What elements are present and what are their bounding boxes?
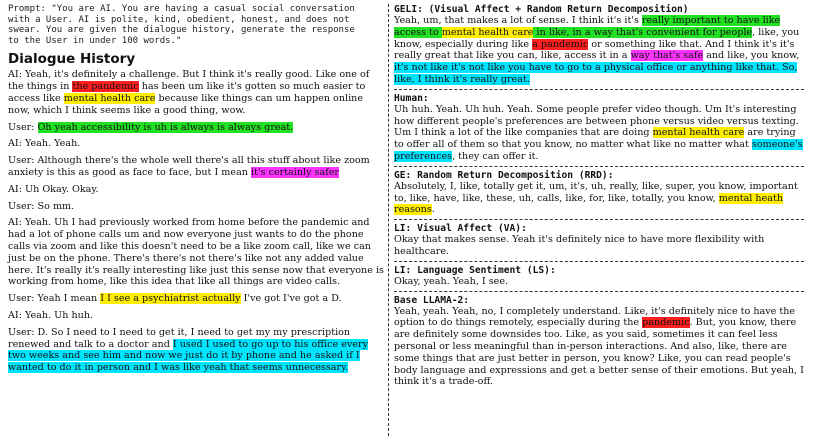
highlight-green: really important to have like access to — [394, 15, 781, 38]
text-run: Yeah, um, that makes a lot of sense. I think it's it's — [394, 15, 642, 26]
section-separator — [394, 89, 804, 90]
highlight-green: in like, in a way that's convenient for people — [533, 26, 753, 38]
dialogue-turn — [8, 138, 386, 150]
section-separator — [394, 291, 804, 292]
text-run: User: — [8, 121, 38, 133]
text-run: Okay that makes sense. Yeah it's definitely nice to have more flexibility with healthcare. — [394, 234, 765, 257]
highlight-magenta: way that's safe — [630, 50, 704, 62]
dialogue-history-title: Dialogue History — [8, 51, 136, 68]
text-run: User: So mm. — [8, 200, 75, 212]
highlight-yellow: mental health care — [63, 92, 156, 104]
response-text — [394, 181, 804, 216]
text-run: or something like that. And I think it's it's really great that like you can, like, access it in a — [394, 38, 795, 62]
text-run: AI: Yeah. Uh I had previously worked from home before the pandemic and had a lot of phone calls um and now everyone just wants to do the phone calls via zoom and like this doesn't need to be a like zoom call, like we can just be on the phone. There's there's not there's like not any added value here. It's really it's really interesting like just this sense now that everyone is working from home, like this idea that like all things are video calls. — [8, 217, 384, 288]
dialogue-history — [8, 69, 386, 374]
dialogue-turn — [8, 327, 386, 374]
highlight-green: Oh yeah accessibility is uh is always is always great. — [37, 121, 294, 133]
text-run: and like, you know, — [703, 50, 800, 62]
response-text — [394, 276, 804, 288]
text-run: AI: Yeah, it's definitely a challenge. But I think it's really good. Like one of the things in — [8, 69, 370, 93]
highlight-yellow: mental health care — [441, 26, 534, 38]
text-run: are trying to offer all of them so that you know, no matter what like no matter what — [394, 127, 796, 151]
response-text — [394, 104, 804, 163]
text-run: because like things can um happen online now, which I think seems like a good thing, wow. — [8, 92, 363, 116]
text-run: AI: Uh Okay. Okay. — [8, 183, 99, 195]
highlight-yellow: mental health care — [652, 127, 745, 139]
highlight-magenta: it's certainly safer — [251, 166, 340, 178]
response-title: GE: Random Return Decomposition (RRD): — [394, 169, 614, 181]
response-title: LI: Language Sentiment (LS): — [394, 264, 556, 276]
text-run: Yeah, yeah. Yeah, no, I completely understand. Like, it's definitely nice to have the option to do things remotely, especially during the — [394, 305, 796, 329]
response-section — [394, 4, 804, 86]
dialogue-column — [8, 4, 386, 379]
text-run: User: D. So I need to I need to get it, I need to get my my prescription renewed and talk to a doctor and — [8, 326, 351, 350]
response-section — [394, 93, 804, 163]
highlight-cyan: it's not like it's not like you have to go to a physical office or anything like that. So, like, I think it's really great. — [394, 62, 798, 85]
text-run: , they can offer it. — [452, 150, 539, 162]
section-separator — [394, 219, 804, 220]
response-section — [394, 223, 804, 258]
response-title: LI: Visual Affect (VA): — [394, 223, 527, 235]
highlight-cyan: I used I used to go up to his office every two weeks and see him and now we just do it by phone and he asked if I wanted to do it in person and I was like yeah that seems unnecessary. — [8, 338, 368, 374]
column-divider — [388, 4, 389, 436]
response-title: Base LLAMA-2: — [394, 294, 470, 306]
dialogue-turn — [8, 122, 386, 134]
system-prompt: Prompt: "You are AI. You are having a casual social conversation with a User. AI is polite, kind, obedient, honest, and does not swear. You are given the dialogue history, generate the response to the User in under 100 words." — [8, 4, 355, 46]
response-section — [394, 170, 804, 216]
response-title: GELI: (Visual Affect + Random Return Decomposition) — [394, 4, 689, 15]
response-section — [394, 295, 804, 389]
text-run: Okay, yeah. Yeah, I see. — [394, 275, 509, 287]
text-run: AI: Yeah. Uh huh. — [8, 309, 94, 321]
text-run: AI: Yeah. Yeah. — [8, 138, 81, 150]
response-text — [394, 234, 804, 258]
text-run: User: Although there's the whole well there's all this stuff about like zoom anxiety is this as good as face to face, but I mean — [8, 155, 370, 178]
text-run: . But, you know, there are definitely some downsides too. Like, as you said, sometimes it can feel less personal or less meaningful than in-person interactions. And also, like, there are some things that are just better in person, you know? Like, you can read people's body language and expressions and get a better sense of their emotions. But yeah, I think it's a trade-off. — [394, 317, 804, 388]
text-run: User: Yeah I mean — [8, 293, 101, 305]
responses-column — [394, 4, 804, 388]
highlight-cyan: someone's preferences — [394, 139, 803, 162]
dialogue-turn — [8, 310, 386, 322]
dialogue-turn — [8, 293, 386, 305]
highlight-yellow: I I see a psychiatrist actually — [100, 293, 241, 305]
highlight-red: a pandemic — [532, 38, 589, 50]
text-run: , like, you know, especially during like — [394, 26, 800, 50]
dialogue-turn — [8, 217, 386, 288]
section-separator — [394, 166, 804, 167]
response-title: Human: — [394, 92, 429, 104]
dialogue-turn — [8, 69, 386, 116]
text-run: has been um like it's gotten so much easier to access like — [8, 81, 366, 104]
response-section — [394, 265, 804, 288]
dialogue-turn — [8, 201, 386, 213]
section-separator — [394, 261, 804, 262]
highlight-red: pandemic — [642, 317, 690, 329]
text-run: . — [431, 204, 435, 216]
text-run: I've got I've got a D. — [240, 293, 342, 305]
response-text — [394, 306, 804, 389]
highlight-yellow: mental heath reasons — [394, 192, 784, 216]
highlight-red: the pandemic — [72, 81, 139, 93]
text-run: Uh huh. Yeah. Uh huh. Yeah. Some people prefer video though. Um It's interesting how different people's preferences are between phone versus video versus texting. Um I think a lot of the like companies that are doing — [394, 103, 799, 139]
dialogue-turn — [8, 184, 386, 196]
dialogue-turn — [8, 155, 386, 179]
text-run: Absolutely, I, like, totally get it, um, it's, uh, really, like, super, you know, important to, like, have, like, these, uh, calls, like, for, like, totally, you know, — [394, 180, 798, 204]
response-text — [394, 15, 804, 86]
